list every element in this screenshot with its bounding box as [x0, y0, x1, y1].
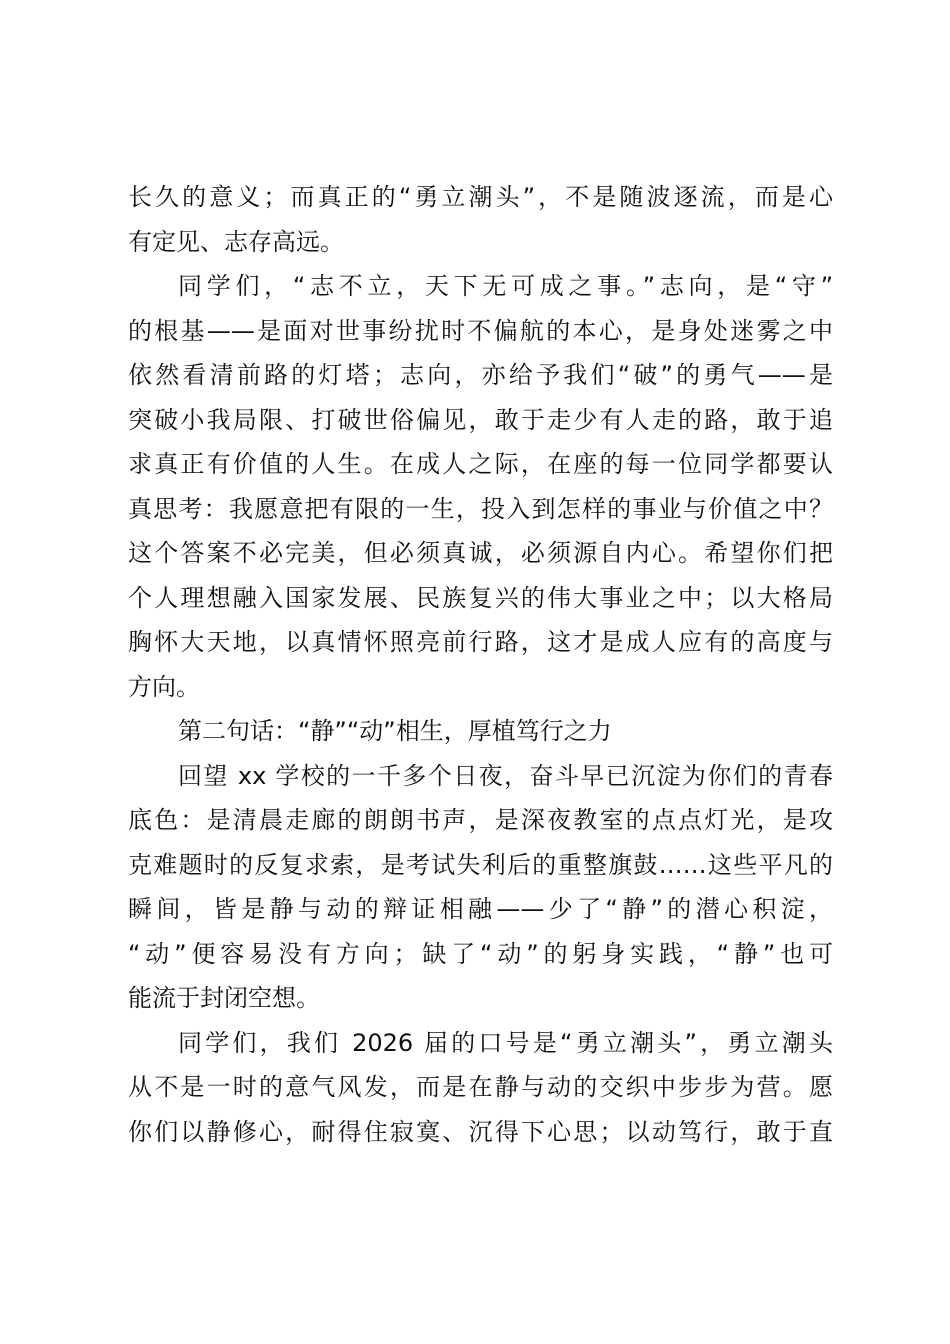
- text-line: 的根基——是面对世事纷扰时不偏航的本心，是身处迷雾之中: [128, 316, 833, 345]
- text-line: 依然看清前路的灯塔；志向，亦给予我们“破”的勇气——是: [128, 361, 833, 389]
- text-line: 克难题时的反复求索，是考试失利后的重整旗鼓……这些平凡的: [128, 850, 833, 879]
- text-line: 底色：是清晨走廊的朗朗书声，是深夜教室的点点灯光，是攻: [128, 806, 833, 834]
- text-line: 能流于封闭空想。: [128, 984, 320, 1012]
- text-line: 个人理想融入国家发展、民族复兴的伟大事业之中；以大格局: [128, 583, 833, 612]
- text-line: 突破小我局限、打破世俗偏见，敢于走少有人走的路，敢于追: [128, 405, 833, 434]
- paragraph-first-line: 回望 xx 学校的一千多个日夜，奋斗早已沉淀为你们的青春: [178, 761, 833, 790]
- section-heading: 第二句话：“静”“动”相生，厚植笃行之力: [178, 717, 612, 745]
- text-line: 瞬间，皆是静与动的辩证相融——少了“静”的潜心积淀，: [128, 895, 833, 923]
- text-line: 长久的意义；而真正的“勇立潮头”，不是随波逐流，而是心: [128, 183, 833, 211]
- text-line: 胸怀大天地，以真情怀照亮前行路，这才是成人应有的高度与: [128, 628, 833, 656]
- paragraph-first-line: 同学们，我们 2026 届的口号是“勇立潮头”，勇立潮头: [178, 1028, 833, 1057]
- text-line: “动”便容易没有方向；缺了“动”的躬身实践，“静”也可: [128, 939, 833, 968]
- text-line: 这个答案不必完美，但必须真诚，必须源自内心。希望你们把: [128, 539, 833, 567]
- text-line: 真思考：我愿意把有限的一生，投入到怎样的事业与价值之中？: [128, 494, 833, 523]
- body-text: [128, 175, 833, 1154]
- text-line: 有定见、志存高远。: [128, 227, 344, 256]
- text-line: 求真正有价值的人生。在成人之际，在座的每一位同学都要认: [128, 450, 833, 478]
- text-line: 你们以静修心，耐得住寂寞、沉得下心思；以动笃行，敢于直: [128, 1117, 833, 1146]
- text-line: 方向。: [128, 672, 200, 701]
- text-line: 从不是一时的意气风发，而是在静与动的交织中步步为营。愿: [128, 1073, 833, 1101]
- paragraph-first-line: 同学们，“志不立，天下无可成之事。”志向，是“守”: [178, 272, 833, 300]
